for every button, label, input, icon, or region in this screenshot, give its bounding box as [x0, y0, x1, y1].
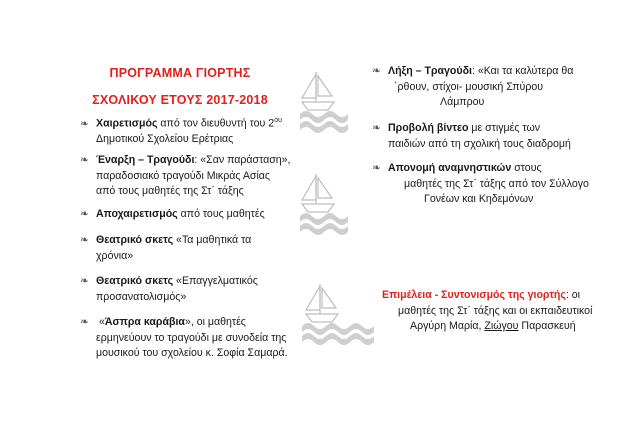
credits-label: Επιμέλεια - Συντονισμός της γιορτής [382, 289, 566, 301]
bullet-icon: ❧ [80, 117, 89, 130]
bullet-icon: ❧ [372, 122, 381, 134]
bullet-icon: ❧ [80, 275, 89, 287]
bullet-icon: ❧ [80, 234, 89, 246]
list-item-sketch-1: ❧ Θεατρικό σκετς «Τα μαθητικά τα χρόνια» [80, 234, 252, 262]
list-item-white-ships: ❧ «Άσπρα καράβια», οι μαθητές ερμηνεύουν το τραγούδι με συνοδεία της μουσικού του σχολείου κ. Σοφία Σαμαρά. [80, 316, 288, 359]
bullet-icon: ❧ [80, 208, 89, 220]
boat-wave-icon [298, 68, 350, 138]
list-item-video: ❧ Προβολή βίντεο με στιγμές των παιδιών από τη σχολική τους διαδρομή [372, 122, 571, 150]
list-item-greeting: ❧ Χαιρετισμός από τον διευθυντή του $2^{o\upsilon}$ Δημοτικού Σχολείου Ερέτριας [80, 117, 282, 146]
bullet-icon: ❧ [372, 162, 381, 174]
program-title-line1: ΠΡΟΓΡΑΜΜΑ ΓΙΟΡΤΗΣ [109, 66, 251, 80]
list-item-sketch-2: ❧ Θεατρικό σκετς «Επαγγελματικός προσανατολισμός» [80, 275, 258, 303]
boat-wave-icon [298, 170, 350, 240]
list-item-closing-song: ❧ Λήξη – Τραγούδι: «Και τα καλύτερα θα ΄ρθουν, στίχοι- μουσική Σπύρου Λάμπρου [372, 65, 574, 108]
list-item-opening-song: ❧ Έναρξη – Τραγούδι: «Σαν παράσταση», παραδοσιακό τραγούδι Μικράς Ασίας από τους μαθητές της Στ΄ τάξης [80, 154, 291, 197]
bullet-icon: ❧ [80, 154, 89, 166]
list-item-farewell: ❧ Αποχαιρετισμός από τους μαθητές [96, 207, 306, 223]
bullet-icon: ❧ [80, 316, 89, 328]
boat-wave-icon [300, 280, 380, 352]
bullet-icon: ❧ [372, 65, 381, 77]
program-title-line2: ΣΧΟΛΙΚΟΥ ΕΤΟΥΣ 2017-2018 [92, 93, 268, 107]
list-item-awards: ❧ Απονομή αναμνηστικών στους μαθητές της Στ΄ τάξης από τον Σύλλογο Γονέων και Κηδεμόνων [372, 162, 589, 205]
credits-block: Επιμέλεια - Συντονισμός της γιορτής: οι μαθητές της Στ΄ τάξης και οι εκπαιδευτικοί Αργύρη Μαρία, Ζιώγου Παρασκευή [382, 289, 593, 332]
